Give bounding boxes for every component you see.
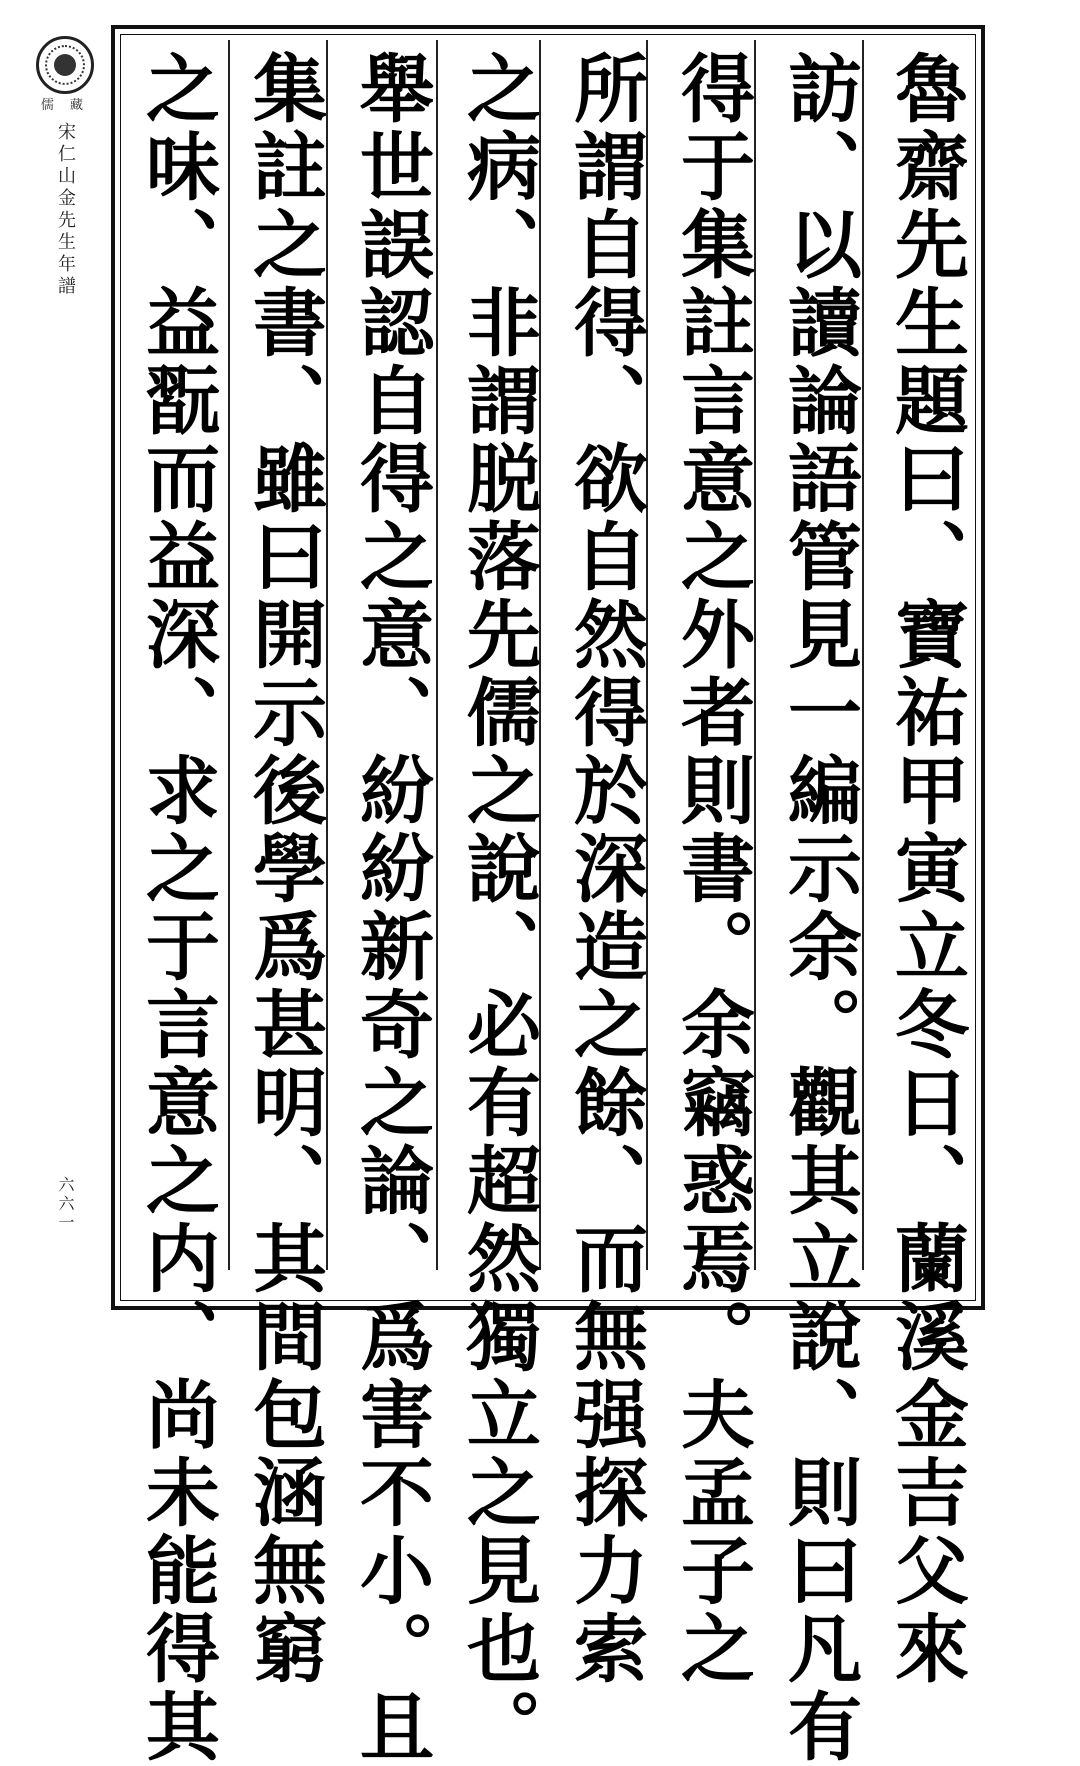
text-column bbox=[231, 50, 337, 1688]
page-number: 六六一 bbox=[56, 1176, 75, 1233]
text-column bbox=[659, 50, 765, 1688]
column-text: 魯齋先生題曰、寶祐甲寅立冬日、蘭溪金吉父來 bbox=[883, 50, 969, 1688]
text-column bbox=[124, 50, 230, 1766]
column-text: 集註之書、雖曰開示後學爲甚明、其間包涵無窮 bbox=[241, 50, 327, 1688]
text-column bbox=[873, 50, 979, 1688]
column-text: 之味、益翫而益深、求之于言意之内、尚未能得其 bbox=[134, 50, 220, 1766]
round-seal-icon bbox=[36, 36, 94, 94]
text-column bbox=[766, 50, 872, 1766]
text-columns bbox=[124, 50, 979, 1766]
text-column bbox=[552, 50, 658, 1688]
book-title: 宋仁山金先生年譜 bbox=[55, 122, 76, 298]
seal-emblem bbox=[54, 54, 76, 76]
collection-label: 儒 藏 bbox=[40, 98, 90, 113]
text-column bbox=[445, 50, 551, 1766]
text-column bbox=[338, 50, 444, 1766]
column-text: 得于集註言意之外者則書。余竊惑焉。夫孟子之 bbox=[669, 50, 755, 1688]
column-text: 舉世誤認自得之意、紛紛新奇之論、爲害不小。且 bbox=[348, 50, 434, 1766]
column-text: 所謂自得、欲自然得於深造之餘、而無强探力索 bbox=[562, 50, 648, 1688]
column-text: 訪、以讀論語管見一編示余。觀其立說、則曰凡有 bbox=[776, 50, 862, 1766]
column-text: 之病、非謂脱落先儒之說、必有超然獨立之見也。 bbox=[455, 50, 541, 1766]
